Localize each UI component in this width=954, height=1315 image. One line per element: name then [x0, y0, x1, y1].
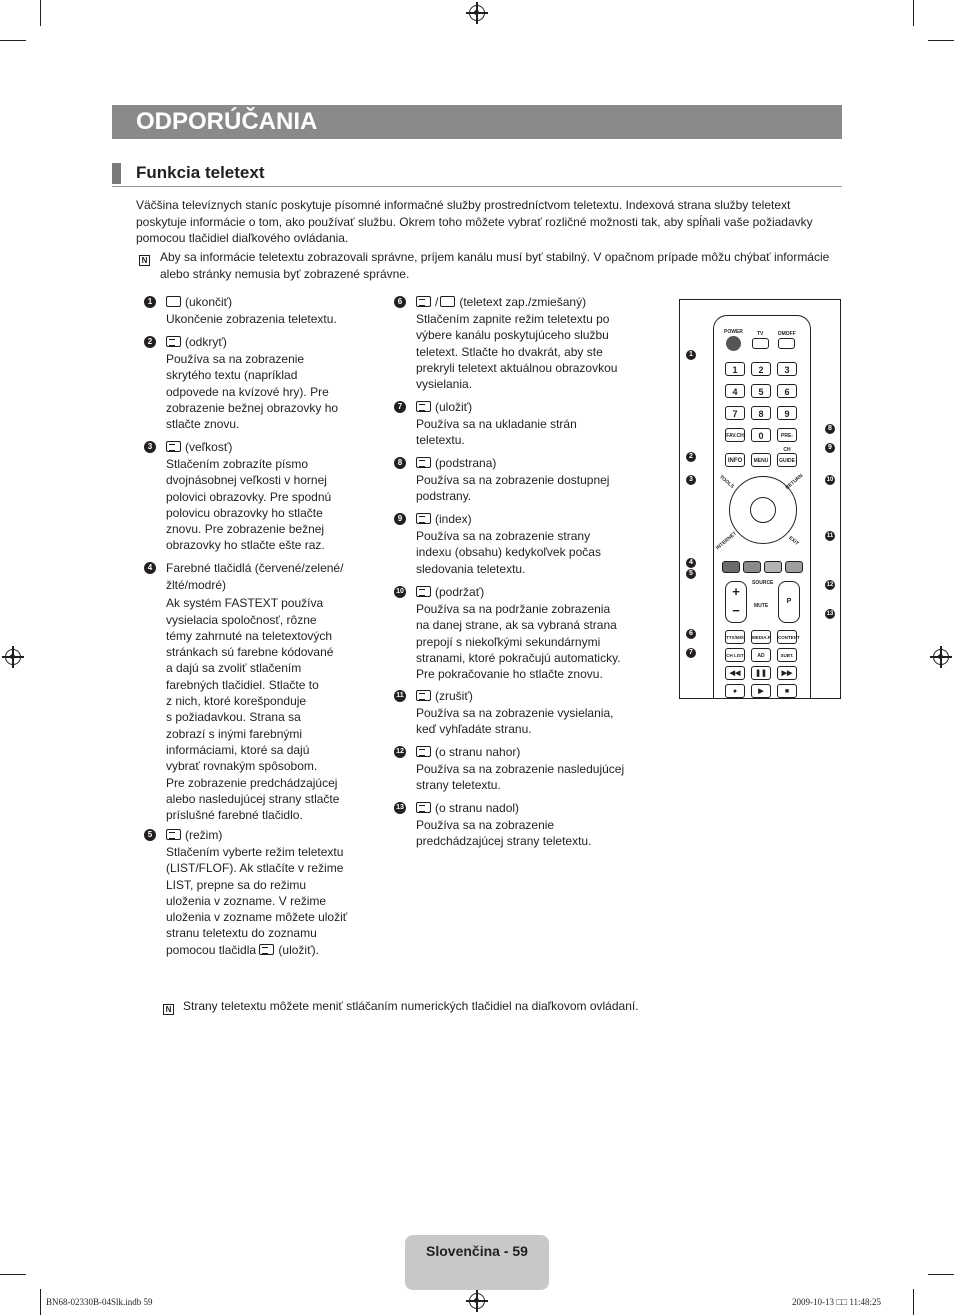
- callout-marker: 4: [686, 558, 696, 568]
- desc-line: sledovania teletextu.: [416, 561, 526, 576]
- desc-line: na danej strane, ak sa vybraná strana: [416, 618, 617, 633]
- desc-line: uloženia v zozname môžete uložiť: [166, 910, 348, 925]
- content-button: CONTENT: [777, 630, 797, 644]
- callout-marker: 11: [826, 533, 834, 539]
- channel-rocker: P: [778, 581, 800, 623]
- internet-label: INTERNET: [714, 530, 739, 552]
- desc-line: s požiadavkou. Strana sa: [166, 710, 301, 725]
- volume-rocker-icon: + −: [725, 581, 747, 623]
- digit-button: 7: [725, 406, 745, 420]
- crop-mark: [928, 1274, 954, 1275]
- info-button: INFO: [725, 453, 745, 467]
- note-line: Aby sa informácie teletextu zobrazovali správne, príjem kanálu musí byť stabilný. V opačnom prípade môžu chýbať informácie: [160, 250, 830, 264]
- pre-ch-button: PRE-CH: [777, 428, 797, 442]
- note-line: alebo stránky nemusia byť zobrazené správne.: [160, 266, 410, 281]
- section-heading: [112, 162, 842, 187]
- hold-icon: [416, 586, 431, 597]
- desc-line: vysielania.: [416, 377, 473, 392]
- desc-text: pomocou tlačidla: [166, 942, 257, 957]
- note-paragraph: [160, 249, 850, 282]
- callout-marker: 1: [686, 350, 696, 360]
- desc-line: farebných tlačidiel. Stlačte to: [166, 677, 319, 692]
- mute-label: MUTE: [754, 603, 769, 609]
- item-desc: [416, 817, 646, 850]
- subpage-icon: [416, 457, 431, 468]
- desc-line: predchádzajúcej strany teletextu.: [416, 834, 592, 849]
- desc-line: zobrazí s inými farebnými: [166, 726, 303, 741]
- list-item: [396, 687, 646, 738]
- list-item: [396, 583, 646, 682]
- item-number: 1: [144, 296, 156, 308]
- item-number: 8: [394, 457, 406, 469]
- desc-line: obrazovky ho stlačte ešte raz.: [166, 538, 325, 553]
- power-label: POWER: [724, 329, 743, 335]
- item-label: (zrušiť): [435, 689, 473, 703]
- desc-line: prekryli teletext aktuálnou obrazovkou: [416, 360, 618, 375]
- return-label: RETURN: [784, 473, 805, 491]
- desc-line: LIST, prepne sa do režimu: [166, 877, 307, 892]
- blue-key: [785, 561, 803, 573]
- pause-button-icon: ❚❚: [751, 666, 771, 680]
- digit-button: 1: [725, 362, 745, 376]
- desc-line: prepojí s niekoľkými sekundárnymi: [416, 634, 601, 649]
- desc-line: teletext. Stlačte ho dvakrát, aby ste: [416, 344, 603, 359]
- reveal-icon: [166, 336, 181, 347]
- enter-button-icon: [750, 497, 776, 523]
- item-label: (podstrana): [435, 456, 497, 470]
- desc-line: polovici obrazovky. Pre spodnú: [166, 489, 332, 504]
- desc-line: výbere kanálu poskytujúceho službu: [416, 328, 609, 343]
- callout-marker: 10: [826, 477, 834, 483]
- item-label: (režim): [185, 828, 223, 842]
- desc-text: (uložiť).: [278, 942, 319, 957]
- desc-line: (LIST/FLOF). Ak stlačíte v režime: [166, 861, 344, 876]
- desc-line: polovicu obrazovky ho stlačte: [166, 505, 323, 520]
- intro-line: pomocou tlačidiel diaľkového ovládania.: [136, 231, 349, 245]
- tv-label: TV: [757, 331, 764, 337]
- desc-line: stranami, ktoré pokračujú automaticky.: [416, 650, 621, 665]
- item-number: 2: [144, 336, 156, 348]
- desc-line: Používa sa na zobrazenie vysielania,: [416, 706, 614, 720]
- print-info-right: 2009-10-13 □□ 11:48:25: [792, 1297, 882, 1307]
- desc-line: uloženia v zozname. V režime: [166, 893, 327, 908]
- digit-button: 0: [751, 428, 771, 442]
- section-marker: [112, 163, 121, 184]
- callout-marker: 13: [826, 611, 834, 617]
- crop-mark: [913, 1289, 914, 1315]
- digit-button: 8: [751, 406, 771, 420]
- list-item: [396, 743, 646, 794]
- list-item: 6 / (teletext zap./zmiešaný) Stlačením zapnite režim teletextu po výbere kanálu poskytujúceho službu teletext. Stlačte ho dvakrát, aby ste prekryli teletext aktuálnou obrazovkou vysielania.: [416, 293, 646, 392]
- digit-button: 3: [777, 362, 797, 376]
- item-label: Farebné tlačidlá (červené/zelené/: [166, 561, 344, 575]
- registration-mark-icon: [933, 649, 949, 665]
- desc-line: Používa sa na zobrazenie: [166, 352, 305, 366]
- item-desc: Ukončenie zobrazenia teletextu.: [166, 312, 337, 326]
- desc-line: stlačte znovu.: [166, 417, 240, 432]
- registration-mark-icon: [469, 5, 485, 21]
- yellow-key: [764, 561, 782, 573]
- callout-marker: 5: [686, 569, 696, 579]
- desc-line: Stlačením zapnite režim teletextu po: [416, 312, 610, 326]
- desc-line: skrytého textu (napríklad: [166, 368, 298, 383]
- desc-line: Používa sa na ukladanie strán: [416, 417, 577, 431]
- desc-line: keď vyhľadáte stranu.: [416, 722, 532, 737]
- list-item: [147, 293, 376, 327]
- item-label-cont: žlté/modré): [166, 578, 227, 592]
- desc-line: Stlačením vyberte režim teletextu: [166, 845, 344, 859]
- list-item: [396, 799, 646, 850]
- ad-button: AD: [751, 648, 771, 662]
- desc-line: Ak systém FASTEXT používa: [166, 596, 324, 611]
- item-number: 4: [144, 562, 156, 574]
- callout-marker: 12: [826, 582, 834, 588]
- guide-button: GUIDE: [777, 453, 797, 467]
- size-icon: [166, 441, 181, 452]
- callout-marker: 6: [686, 629, 696, 639]
- item-number: 6: [394, 296, 406, 308]
- item-desc: [416, 528, 646, 577]
- item-label: (veľkosť): [185, 440, 233, 454]
- item-desc: [166, 351, 376, 432]
- stop-button-icon: ■: [777, 684, 797, 698]
- callout-marker: 8: [825, 424, 835, 434]
- crop-mark: [0, 40, 26, 41]
- desc-line: dvojnásobnej veľkosti v hornej: [166, 473, 327, 488]
- desc-line: strany teletextu.: [416, 778, 501, 793]
- digit-button: 5: [751, 384, 771, 398]
- desc-line: alebo nasledujúcej strany stlačte: [166, 791, 340, 806]
- item-number: 7: [394, 401, 406, 413]
- record-button-icon: ●: [725, 684, 745, 698]
- desc-line: Používa sa na podržanie zobrazenia: [416, 602, 611, 616]
- item-number: 13: [394, 802, 406, 814]
- list-item: [147, 826, 376, 958]
- list-item: [397, 398, 646, 449]
- item-desc: [166, 456, 376, 554]
- cancel-icon: [416, 690, 431, 701]
- digit-button: 9: [777, 406, 797, 420]
- dmoff-button: [778, 338, 795, 349]
- item-label: (uložiť): [435, 400, 473, 414]
- page-down-icon: [416, 802, 431, 813]
- power-button-icon: [726, 336, 741, 351]
- desc-line: Používa sa na zobrazenie strany: [416, 529, 591, 543]
- media-p-button: MEDIA.P: [751, 630, 771, 644]
- digit-button: 4: [725, 384, 745, 398]
- ch-list-button: CH LIST: [725, 648, 745, 662]
- desc-line: z nich, ktoré korešponduje: [166, 694, 307, 709]
- desc-line: Stlačením zobrazíte písmo: [166, 457, 309, 471]
- desc-line: Pre zobrazenie predchádzajúcej: [166, 775, 338, 790]
- item-desc: [166, 844, 376, 958]
- list-item: [397, 454, 646, 505]
- fav-ch-button: FAV.CH: [725, 428, 745, 442]
- index-icon: [416, 513, 431, 524]
- list-item: [397, 510, 646, 577]
- item-label: (o stranu nahor): [435, 745, 521, 759]
- item-desc: [416, 311, 646, 392]
- ttx-mix-button: TTX/MIX: [725, 630, 745, 644]
- remote-body: [713, 315, 811, 699]
- registration-mark-icon: [5, 649, 21, 665]
- crop-mark: [40, 0, 41, 26]
- item-number: 10: [394, 586, 406, 598]
- note-icon: [163, 1001, 174, 1015]
- subt-button: SUBT.: [777, 648, 797, 662]
- mix-icon: [440, 296, 455, 307]
- item-desc: [416, 761, 646, 794]
- desc-line: Používa sa na zobrazenie: [416, 818, 555, 832]
- item-desc: [416, 601, 646, 682]
- desc-line: stránkach sú farebne kódované: [166, 645, 334, 660]
- print-info-left: BN68-02330B-04Slk.indb 59: [46, 1297, 153, 1307]
- teletext-on-icon: [416, 296, 431, 307]
- intro-line: poskytuje informácie o tom, ako používať službu. Okrem toho môžete vybrať rozličné možnosti tak, aby spĺňali vaše požiadavky: [136, 214, 813, 229]
- dmoff-label: DMOFF: [778, 331, 796, 337]
- intro-line: Väčšina televíznych staníc poskytuje písomné informačné služby prostredníctvom teletextu. Indexová strana služby teletext: [136, 198, 791, 212]
- callout-marker: 9: [825, 443, 835, 453]
- red-key: [722, 561, 740, 573]
- desc-line: stranu teletextu do zoznamu: [166, 926, 317, 941]
- item-desc: [416, 705, 646, 738]
- digit-button: 2: [751, 362, 771, 376]
- desc-line: informáciami, ktoré sa dajú: [166, 742, 310, 757]
- desc-line: indexu (obsahu) kedykoľvek počas: [416, 545, 601, 560]
- item-number: 12: [394, 746, 406, 758]
- desc-line: [166, 942, 376, 958]
- mode-icon: [166, 829, 181, 840]
- item-label: (ukončiť): [185, 295, 233, 309]
- desc-line: Používa sa na zobrazenie dostupnej: [416, 473, 610, 487]
- page-up-icon: [416, 746, 431, 757]
- crop-mark: [913, 0, 914, 26]
- desc-line: témy zahrnuté na teletextových: [166, 628, 333, 643]
- desc-line: príslušné farebné tlačidlo.: [166, 808, 303, 823]
- green-key: [743, 561, 761, 573]
- callout-marker: 3: [686, 475, 696, 485]
- item-number: 9: [394, 513, 406, 525]
- crop-mark: [0, 1274, 26, 1275]
- list-item: [147, 438, 376, 554]
- menu-button: MENU: [751, 453, 771, 467]
- store-icon: [416, 401, 431, 412]
- desc-line: podstrany.: [416, 489, 472, 504]
- registration-mark-icon: [469, 1293, 485, 1309]
- fast-forward-button-icon: ▶▶: [777, 666, 797, 680]
- item-number: 5: [144, 829, 156, 841]
- crop-mark: [40, 1289, 41, 1315]
- list-item: [147, 333, 376, 432]
- item-label: (teletext zap./zmiešaný): [459, 295, 587, 309]
- page-number: Slovenčina - 59: [405, 1235, 549, 1290]
- digit-button: 6: [777, 384, 797, 398]
- page-title: ODPORÚČANIA: [112, 105, 842, 139]
- desc-line: Používa sa na zobrazenie nasledujúcej: [416, 762, 625, 776]
- section-title: Funkcia teletext: [136, 163, 265, 182]
- desc-line: odpovede na kvízové hry). Pre: [166, 384, 329, 399]
- desc-line: znovu. Pre zobrazenie bežnej: [166, 522, 325, 537]
- desc-line: vysielacia spoločnosť, rôzne: [166, 612, 317, 627]
- item-label: (o stranu nadol): [435, 801, 520, 815]
- callout-marker: 2: [686, 452, 696, 462]
- callout-marker: 7: [686, 648, 696, 658]
- tools-label: TOOLS: [718, 474, 736, 490]
- item-label: (index): [435, 512, 472, 526]
- item-number: 3: [144, 441, 156, 453]
- item-label: (odkryť): [185, 335, 227, 349]
- rewind-button-icon: ◀◀: [725, 666, 745, 680]
- play-button-icon: ▶: [751, 684, 771, 698]
- desc-line: teletextu.: [416, 433, 465, 448]
- exit-label: EXIT: [787, 535, 800, 547]
- exit-teletext-icon: [166, 296, 181, 307]
- list-item: [147, 559, 376, 823]
- store-icon: [259, 944, 274, 955]
- desc-line: a dajú sa zvoliť stlačením: [166, 661, 302, 676]
- item-label: (podržať): [435, 585, 485, 599]
- desc-line: zobrazenie bežnej obrazovky ho: [166, 400, 339, 415]
- note-icon: [139, 252, 150, 266]
- desc-line: vybrať rovnakým spôsobom.: [166, 759, 318, 774]
- note-paragraph: Strany teletextu môžete meniť stláčaním numerických tlačidiel na diaľkovom ovládaní.: [183, 999, 639, 1013]
- item-desc: [416, 416, 646, 449]
- intro-paragraph: [136, 197, 846, 247]
- remote-illustration: [679, 299, 841, 699]
- source-label: SOURCE: [752, 580, 774, 586]
- item-desc: [166, 577, 376, 823]
- item-desc: [416, 472, 646, 505]
- crop-mark: [928, 40, 954, 41]
- tv-button: [752, 338, 769, 349]
- desc-line: Pre pokračovanie ho stlačte znovu.: [416, 667, 603, 682]
- item-number: 11: [394, 690, 406, 702]
